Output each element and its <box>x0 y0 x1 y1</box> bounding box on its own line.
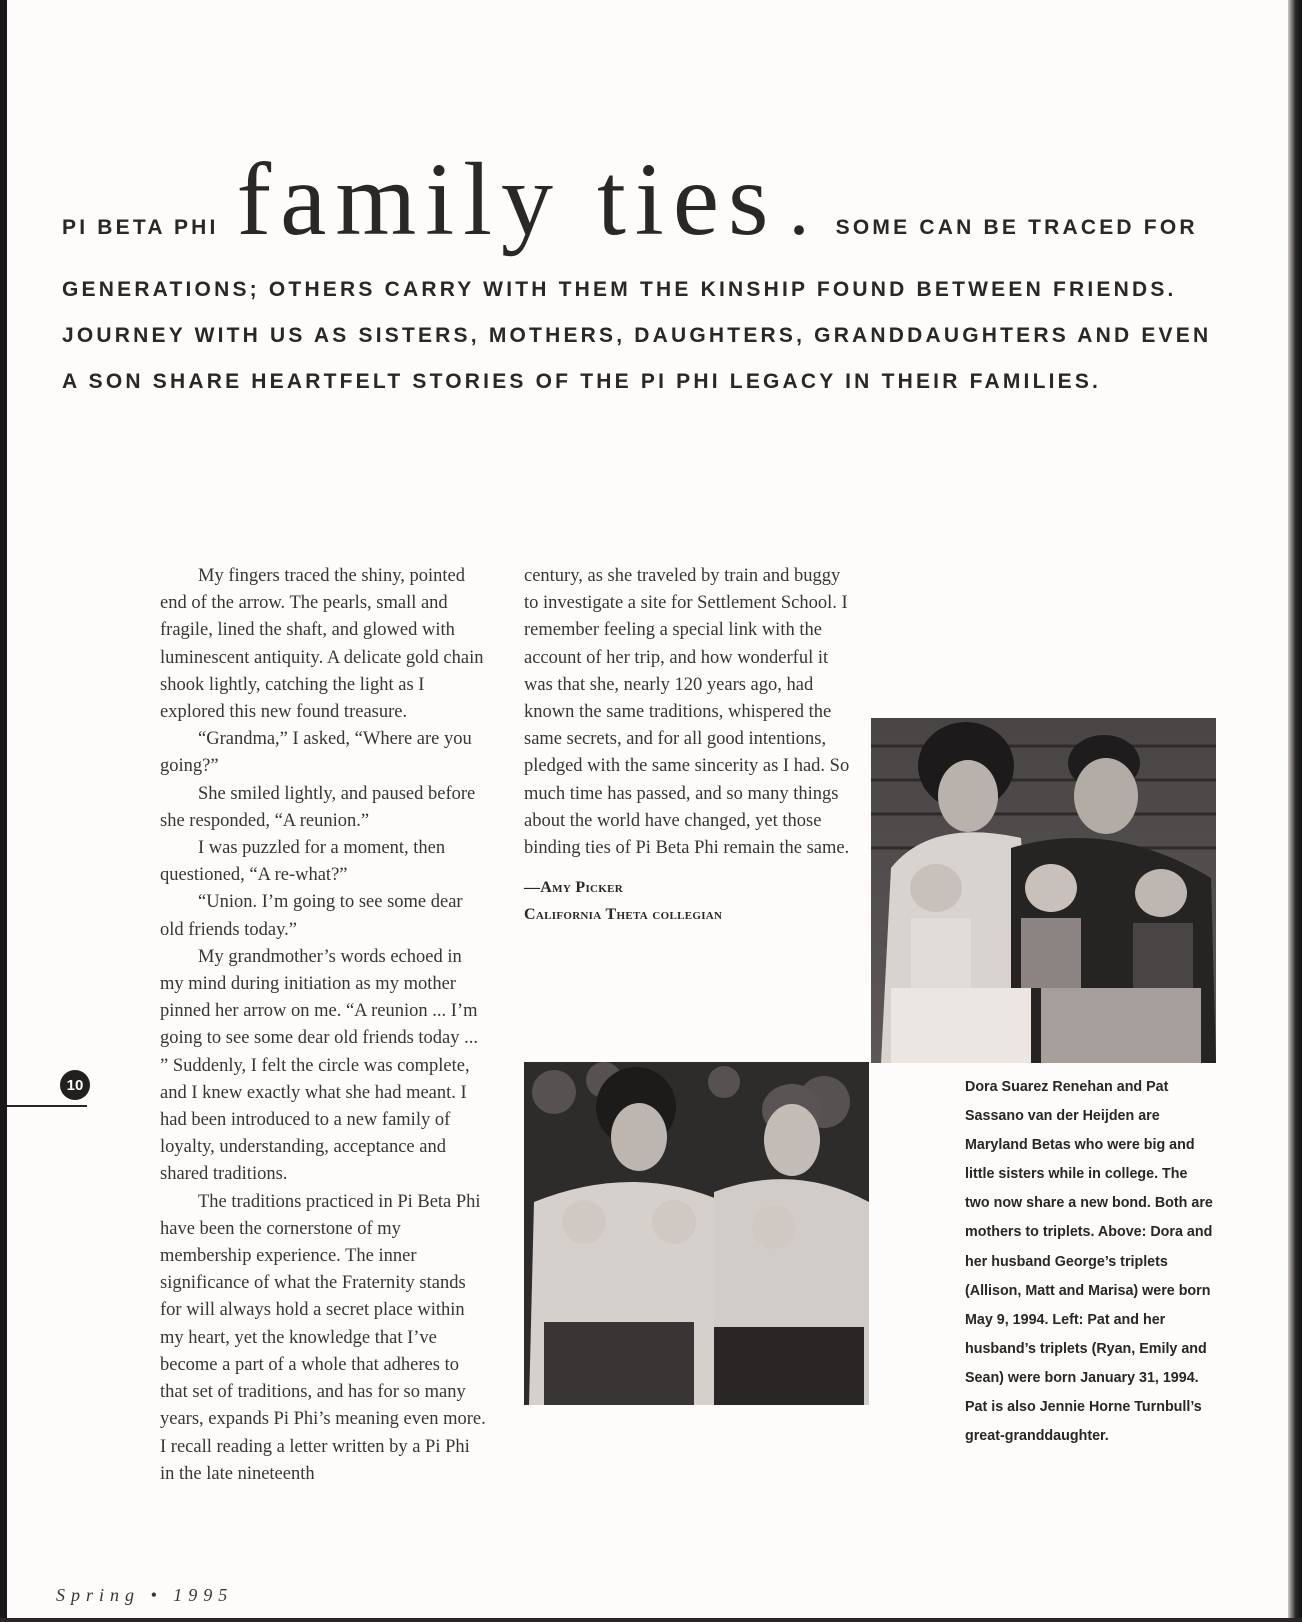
page-number-badge: 10 <box>60 1070 90 1100</box>
headline-dot: . <box>791 181 810 247</box>
headline-line-1 <box>62 142 1222 257</box>
paragraph: The traditions practiced in Pi Beta Phi have been the cornerstone of my membership experience. The inner significance of what the Fraternity stands for will always hold a secret place within my heart, yet the knowledge that I’ve become a part of a whole that adheres to that set of traditions, and has for so many years, expands Pi Phi’s meaning even more. I recall reading a letter written by a Pi Phi in the late nineteenth <box>160 1191 486 1484</box>
byline-name: —Amy Picker <box>524 879 624 897</box>
byline <box>524 874 854 928</box>
paragraph: My grandmother’s words echoed in my mind during initiation as my mother pinned her arrow on me. “A reunion ... I’m going to see some dear old friends today ... ” Suddenly, I felt the circle was complete, and I knew exactly what she had meant. I had been introduced to a new family of loyalty, understanding, acceptance and shared traditions. <box>160 946 479 1185</box>
issue-footer: Spring • 1995 <box>56 1585 234 1605</box>
headline-title: family ties <box>236 142 778 257</box>
byline-title: California Theta collegian <box>524 906 723 924</box>
paragraph: “Union. I’m going to see some dear old friends today.” <box>160 892 463 940</box>
headline-line-1-rest: SOME CAN BE TRACED FOR <box>835 216 1198 239</box>
paragraph: My fingers traced the shiny, pointed end of the arrow. The pearls, small and fragile, lined the shaft, and glowed with luminescent antiquity. A delicate gold chain shook lightly, catching the light as I explored this new found treasure. <box>160 566 484 723</box>
paragraph: “Grandma,” I asked, “Where are you going?” <box>160 729 472 777</box>
scan-bottom-edge <box>0 1618 1302 1622</box>
article-column-2 <box>524 563 854 928</box>
family-photo-dora <box>871 718 1216 1063</box>
paragraph: I was puzzled for a moment, then questioned, “A re-what?” <box>160 838 446 886</box>
headline-lead: PI BETA PHI <box>62 216 219 239</box>
headline-line-2: GENERATIONS; OTHERS CARRY WITH THEM THE KINSHIP FOUND BETWEEN FRIENDS. <box>62 278 1177 301</box>
paragraph: century, as she traveled by train and buggy to investigate a site for Settlement School. I remember feeling a special link with the account of her trip, and how wonderful it was that she, nearly 120 years ago, had known the same traditions, whispered the same secrets, and for all good intentions, pledged with the same sincerity as I had. So much time has passed, and so many things about the world have changed, yet those binding ties of Pi Beta Phi remain the same. <box>524 566 850 859</box>
photo-caption: Dora Suarez Renehan and Pat Sassano van der Heijden are Maryland Betas who were big and little sisters while in college. The two now share a new bond. Both are mothers to triplets. Above: Dora and her husband George’s triplets (Allison, Matt and Marisa) were born May 9, 1994. Left: Pat and her husband’s triplets (Ryan, Emily and Sean) were born January 31, 1994. Pat is also Jennie Horne Turnbull’s great-granddaughter. <box>965 1079 1213 1445</box>
scan-right-edge <box>1288 0 1302 1622</box>
headline <box>62 142 1222 394</box>
family-photo-pat <box>524 1062 869 1405</box>
page-number-rule <box>7 1105 87 1107</box>
headline-line-3: JOURNEY WITH US AS SISTERS, MOTHERS, DAUGHTERS, GRANDDAUGHTERS AND EVEN <box>62 324 1212 347</box>
scan-left-edge <box>0 0 7 1622</box>
article-column-1 <box>160 563 486 1488</box>
paragraph: She smiled lightly, and paused before she responded, “A reunion.” <box>160 783 476 831</box>
headline-line-4: A SON SHARE HEARTFELT STORIES OF THE PI PHI LEGACY IN THEIR FAMILIES. <box>62 370 1102 393</box>
